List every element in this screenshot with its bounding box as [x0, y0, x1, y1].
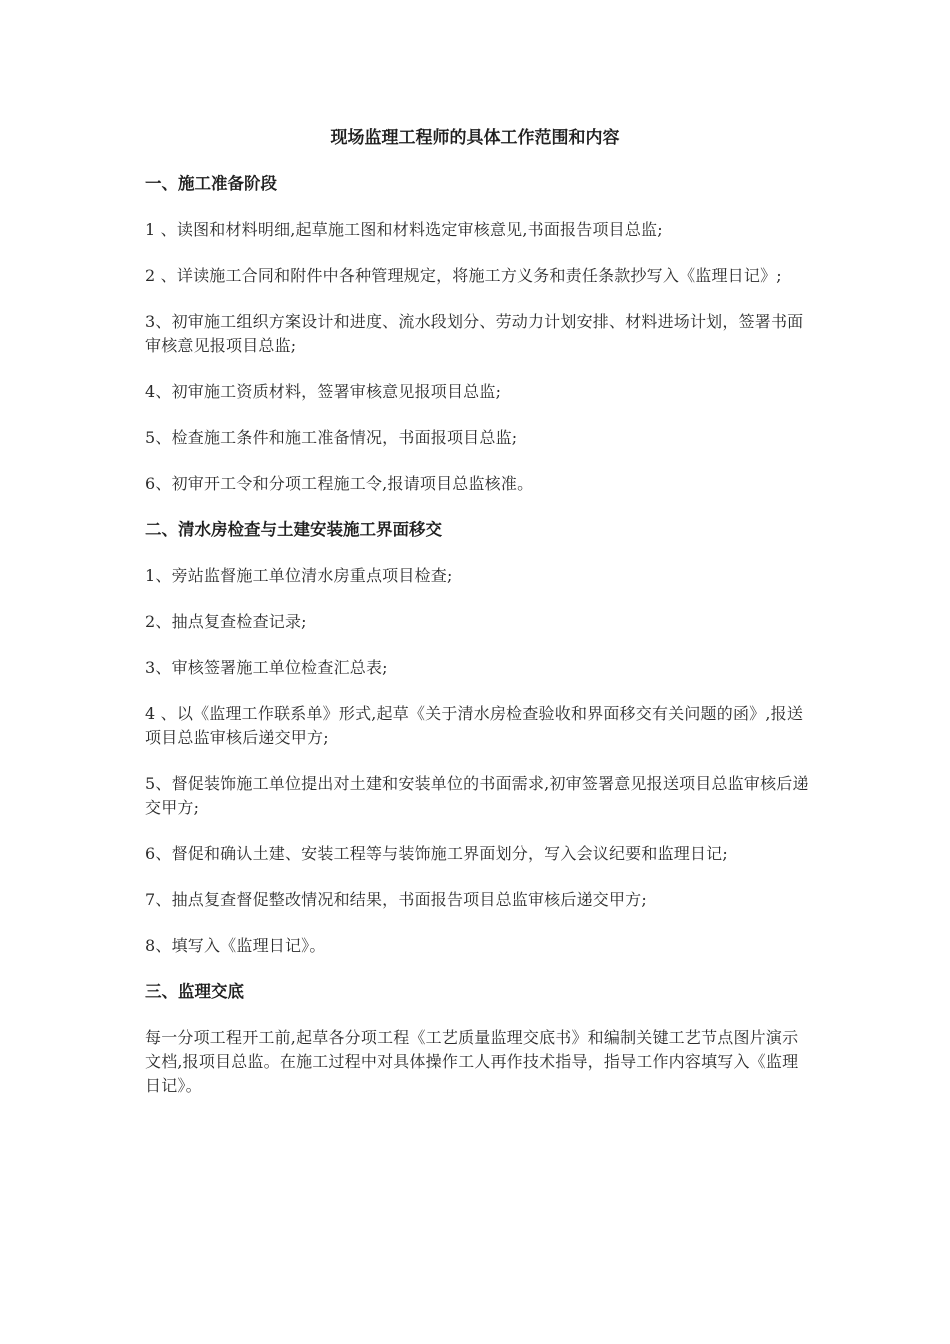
- section-construction-preparation: [145, 172, 810, 496]
- list-item: 3、审核签署施工单位检查汇总表;: [145, 658, 388, 677]
- list-item: 1 、读图和材料明细,起草施工图和材料选定审核意见,书面报告项目总监;: [145, 220, 663, 239]
- list-item: 2 、详读施工合同和附件中各种管理规定，将施工方义务和责任条款抄写入《监理日记》;: [145, 266, 782, 285]
- list-item: 2、抽点复查检查记录;: [145, 612, 307, 631]
- document-body: [145, 172, 810, 1120]
- section-supervision-briefing: [145, 980, 810, 1098]
- list-item: 7、抽点复查督促整改情况和结果，书面报告项目总监审核后递交甲方;: [145, 890, 647, 909]
- list-item: 4 、以《监理工作联系单》形式,起草《关于清水房检查验收和界面移交有关问题的函》,报送项目总监审核后递交甲方;: [145, 704, 804, 747]
- document-title: 现场监理工程师的具体工作范围和内容: [330, 128, 620, 148]
- list-item: 6、初审开工令和分项工程施工令,报请项目总监核准。: [145, 474, 534, 493]
- list-item: 4、初审施工资质材料，签署审核意见报项目总监;: [145, 382, 502, 401]
- list-item: 5、督促装饰施工单位提出对土建和安装单位的书面需求,初审签署意见报送项目总监审核后递交甲方;: [145, 774, 809, 817]
- list-item: 1、旁站监督施工单位清水房重点项目检查;: [145, 566, 453, 585]
- paragraph: 每一分项工程开工前,起草各分项工程《工艺质量监理交底书》和编制关键工艺节点图片演示文档,报项目总监。在施工过程中对具体操作工人再作技术指导，指导工作内容填写入《监理日记》。: [145, 1028, 799, 1095]
- section-inspection-and-handover: [145, 518, 810, 958]
- section-heading: 三、监理交底: [145, 982, 244, 1001]
- section-heading: 一、施工准备阶段: [145, 174, 277, 193]
- section-heading: 二、清水房检查与土建安装施工界面移交: [145, 520, 442, 539]
- list-item: 3、初审施工组织方案设计和进度、流水段划分、劳动力计划安排、材料进场计划，签署书面审核意见报项目总监;: [145, 312, 804, 355]
- list-item: 6、督促和确认土建、安装工程等与装饰施工界面划分，写入会议纪要和监理日记;: [145, 844, 728, 863]
- list-item: 8、填写入《监理日记》。: [145, 936, 326, 955]
- list-item: 5、检查施工条件和施工准备情况，书面报项目总监;: [145, 428, 518, 447]
